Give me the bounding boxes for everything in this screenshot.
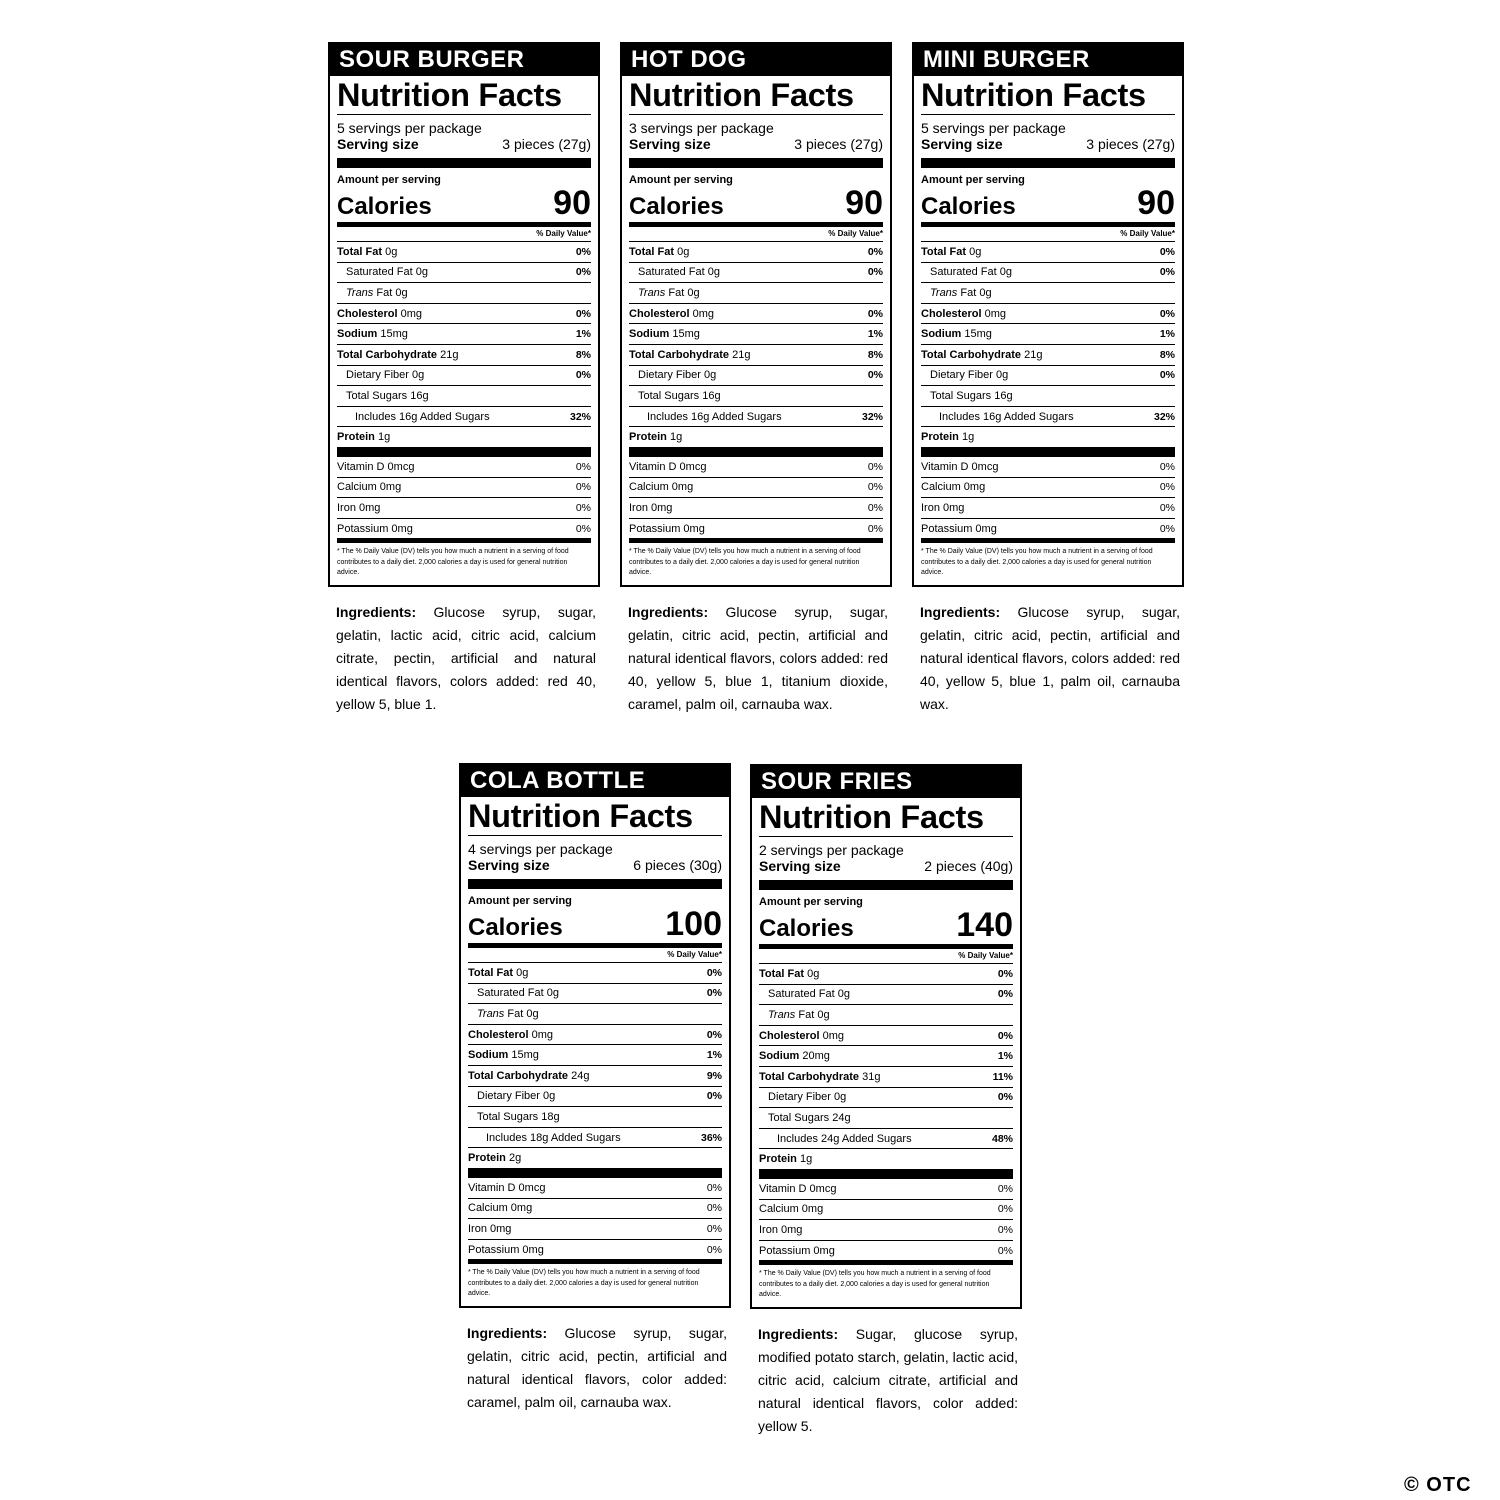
- nutrient-row: Protein 1g: [629, 431, 683, 444]
- calories-row: [629, 186, 883, 227]
- calories-row: [468, 907, 722, 948]
- nutrition-facts-title: Nutrition Facts: [921, 78, 1175, 115]
- product-name: SOUR FRIES: [752, 766, 1020, 798]
- serving-size-value: 3 pieces (27g): [502, 136, 591, 152]
- daily-value-header: % Daily Value*: [468, 948, 722, 963]
- nutrient-row: Total Carbohydrate 21g 8%: [921, 345, 1175, 366]
- thick-divider: [337, 158, 591, 168]
- thick-divider: [921, 158, 1175, 168]
- vitamin-row: Iron 0mg 0%: [921, 498, 1175, 519]
- nutrient-row: Sodium 15mg 1%: [921, 324, 1175, 345]
- nutrient-row: Dietary Fiber 0g 0%: [468, 1087, 722, 1108]
- nutrient-row: Cholesterol 0mg 0%: [337, 304, 591, 325]
- vitamin-row: Vitamin D 0mcg 0%: [921, 457, 1175, 478]
- amount-per-serving: Amount per serving: [337, 174, 441, 186]
- nutrient-row: Total Fat 0g 0%: [337, 242, 591, 263]
- vitamin-row: Calcium 0mg 0%: [759, 1200, 1013, 1221]
- nutrition-panel-sour-fries: [750, 764, 1022, 1438]
- vitamin-row: Calcium 0mg 0%: [921, 478, 1175, 499]
- nutrient-row: Protein 2g: [468, 1152, 522, 1165]
- vitamin-row: Vitamin D 0mcg 0%: [468, 1178, 722, 1199]
- nutrient-row: Sodium 20mg 1%: [759, 1046, 1013, 1067]
- serving-size-row: [468, 857, 722, 874]
- serving-size-value: 6 pieces (30g): [633, 857, 722, 873]
- ingredients-heading: Ingredients:: [628, 603, 709, 620]
- nutrition-label: [328, 42, 600, 587]
- vitamin-row: Iron 0mg 0%: [759, 1220, 1013, 1241]
- nutrient-row: Cholesterol 0mg 0%: [759, 1026, 1013, 1047]
- nutrient-row: Trans Fat 0g: [337, 283, 591, 304]
- daily-value-footnote: * The % Daily Value (DV) tells you how much a nutrient in a serving of food contributes to a daily diet. 2,000 calories a day is used for general nutrition advice.: [921, 548, 1153, 577]
- nutrient-row: Total Fat 0g 0%: [759, 964, 1013, 985]
- nutrient-row: Total Sugars 24g: [759, 1108, 1013, 1129]
- nutrient-row: Trans Fat 0g: [759, 1005, 1013, 1026]
- calories-label: Calories: [468, 914, 563, 941]
- nutrition-label: [750, 764, 1022, 1309]
- nutrient-row: Total Carbohydrate 31g 11%: [759, 1067, 1013, 1088]
- serving-size-label: Serving size: [468, 857, 550, 873]
- serving-size-value: 2 pieces (40g): [924, 858, 1013, 874]
- nutrient-row: Dietary Fiber 0g 0%: [759, 1088, 1013, 1109]
- thick-divider: [629, 158, 883, 168]
- nutrient-row: Cholesterol 0mg 0%: [629, 304, 883, 325]
- nutrient-row: Protein 1g: [337, 431, 391, 444]
- nutrient-row: Total Carbohydrate 21g 8%: [337, 345, 591, 366]
- nutrient-row: Protein 1g: [921, 431, 975, 444]
- serving-size-label: Serving size: [759, 858, 841, 874]
- vitamin-row: Iron 0mg 0%: [337, 498, 591, 519]
- amount-per-serving: Amount per serving: [629, 174, 733, 186]
- nutrient-row: Total Sugars 16g: [629, 386, 883, 407]
- calories-row: [337, 186, 591, 227]
- nutrient-row: Sodium 15mg 1%: [468, 1045, 722, 1066]
- calories-row: [921, 186, 1175, 227]
- servings-per-package: 5 servings per package: [337, 120, 482, 136]
- daily-value-footnote: * The % Daily Value (DV) tells you how much a nutrient in a serving of food contributes to a daily diet. 2,000 calories a day is used for general nutrition advice.: [759, 1270, 991, 1299]
- otc-logo: © OTC: [1404, 1474, 1472, 1496]
- nutrition-panel-mini-burger: [912, 42, 1184, 716]
- nutrient-row: Total Sugars 16g: [337, 386, 591, 407]
- nutrient-row: Total Fat 0g 0%: [921, 242, 1175, 263]
- daily-value-header: % Daily Value*: [337, 227, 591, 242]
- nutrient-row: Saturated Fat 0g 0%: [629, 263, 883, 284]
- ingredients: [620, 601, 892, 716]
- nutrient-row: Includes 16g Added Sugars 32%: [337, 407, 591, 428]
- servings-per-package: 3 servings per package: [629, 120, 774, 136]
- calories-row: [759, 908, 1013, 949]
- nutrition-panel-hot-dog: [620, 42, 892, 716]
- calories-value: 140: [956, 906, 1013, 944]
- daily-value-footnote: * The % Daily Value (DV) tells you how much a nutrient in a serving of food contributes to a daily diet. 2,000 calories a day is used for general nutrition advice.: [629, 548, 861, 577]
- daily-value-header: % Daily Value*: [921, 227, 1175, 242]
- ingredients: [328, 601, 600, 716]
- ingredients-heading: Ingredients:: [758, 1325, 839, 1342]
- calories-label: Calories: [921, 193, 1016, 220]
- calories-value: 90: [1137, 184, 1175, 222]
- thick-divider: [468, 1168, 722, 1178]
- vitamin-row: Iron 0mg 0%: [468, 1219, 722, 1240]
- nutrient-row: Includes 16g Added Sugars 32%: [921, 407, 1175, 428]
- thick-divider: [921, 447, 1175, 457]
- nutrition-label: [912, 42, 1184, 587]
- ingredients-heading: Ingredients:: [336, 603, 417, 620]
- nutrient-row: Includes 24g Added Sugars 48%: [759, 1129, 1013, 1150]
- serving-size-row: [759, 858, 1013, 875]
- nutrition-panel-sour-burger: [328, 42, 600, 716]
- amount-per-serving: Amount per serving: [921, 174, 1025, 186]
- ingredients: [459, 1322, 731, 1414]
- serving-size-label: Serving size: [629, 136, 711, 152]
- vitamin-row: Calcium 0mg 0%: [629, 478, 883, 499]
- servings-per-package: 4 servings per package: [468, 841, 613, 857]
- ingredients-text: Glucose syrup, sugar, gelatin, citric acid, pectin, artificial and natural identical flavors, colors added: red 40, yellow 5, blue 1, titanium dioxide, caramel, palm oil, carnauba wax.: [628, 603, 888, 712]
- vitamin-row: Potassium 0mg 0%: [759, 1241, 1013, 1266]
- nutrient-row: Total Fat 0g 0%: [468, 963, 722, 984]
- nutrient-row: Cholesterol 0mg 0%: [468, 1025, 722, 1046]
- nutrition-facts-title: Nutrition Facts: [468, 799, 722, 836]
- serving-size-row: [629, 136, 883, 153]
- nutrient-row: Total Carbohydrate 21g 8%: [629, 345, 883, 366]
- nutrient-row: Total Sugars 18g: [468, 1107, 722, 1128]
- nutrition-label: [459, 763, 731, 1308]
- servings-per-package: 2 servings per package: [759, 842, 904, 858]
- calories-value: 90: [845, 184, 883, 222]
- nutrient-row: Cholesterol 0mg 0%: [921, 304, 1175, 325]
- serving-size-label: Serving size: [921, 136, 1003, 152]
- vitamin-row: Potassium 0mg 0%: [468, 1240, 722, 1265]
- thick-divider: [759, 880, 1013, 890]
- thick-divider: [337, 447, 591, 457]
- nutrient-row: Total Sugars 16g: [921, 386, 1175, 407]
- calories-value: 90: [553, 184, 591, 222]
- calories-label: Calories: [759, 915, 854, 942]
- vitamin-row: Vitamin D 0mcg 0%: [759, 1179, 1013, 1200]
- nutrient-row: Includes 18g Added Sugars 36%: [468, 1128, 722, 1149]
- vitamin-row: Potassium 0mg 0%: [337, 519, 591, 544]
- vitamin-row: Iron 0mg 0%: [629, 498, 883, 519]
- calories-label: Calories: [337, 193, 432, 220]
- nutrition-label: [620, 42, 892, 587]
- vitamin-row: Calcium 0mg 0%: [468, 1199, 722, 1220]
- calories-label: Calories: [629, 193, 724, 220]
- ingredients-text: Glucose syrup, sugar, gelatin, citric acid, pectin, artificial and natural identical flavors, colors added: red 40, yellow 5, blue 1, palm oil, carnauba wax.: [920, 603, 1180, 712]
- vitamin-row: Vitamin D 0mcg 0%: [337, 457, 591, 478]
- nutrient-row: Sodium 15mg 1%: [337, 324, 591, 345]
- servings-per-package: 5 servings per package: [921, 120, 1066, 136]
- nutrition-facts-title: Nutrition Facts: [759, 800, 1013, 837]
- nutrient-row: Trans Fat 0g: [921, 283, 1175, 304]
- nutrition-panel-cola-bottle: [459, 763, 731, 1414]
- daily-value-header: % Daily Value*: [629, 227, 883, 242]
- product-name: HOT DOG: [622, 44, 890, 76]
- nutrient-row: Total Fat 0g 0%: [629, 242, 883, 263]
- nutrient-row: Dietary Fiber 0g 0%: [337, 366, 591, 387]
- ingredients-heading: Ingredients:: [467, 1324, 548, 1341]
- ingredients: [912, 601, 1184, 716]
- thick-divider: [468, 879, 722, 889]
- product-name: COLA BOTTLE: [461, 765, 729, 797]
- serving-size-label: Serving size: [337, 136, 419, 152]
- serving-size-row: [921, 136, 1175, 153]
- ingredients-text: Sugar, glucose syrup, modified potato starch, gelatin, lactic acid, citric acid, calcium citrate, artificial and natural identical flavors, color added: yellow 5.: [758, 1325, 1018, 1434]
- nutrition-facts-title: Nutrition Facts: [337, 78, 591, 115]
- nutrient-row: Dietary Fiber 0g 0%: [921, 366, 1175, 387]
- nutrient-row: Protein 1g: [759, 1153, 813, 1166]
- daily-value-footnote: * The % Daily Value (DV) tells you how much a nutrient in a serving of food contributes to a daily diet. 2,000 calories a day is used for general nutrition advice.: [337, 548, 569, 577]
- nutrient-row: Includes 16g Added Sugars 32%: [629, 407, 883, 428]
- nutrient-row: Trans Fat 0g: [629, 283, 883, 304]
- nutrition-facts-title: Nutrition Facts: [629, 78, 883, 115]
- serving-size-row: [337, 136, 591, 153]
- nutrient-row: Saturated Fat 0g 0%: [468, 984, 722, 1005]
- nutrient-row: Sodium 15mg 1%: [629, 324, 883, 345]
- thick-divider: [759, 1169, 1013, 1179]
- nutrient-row: Saturated Fat 0g 0%: [921, 263, 1175, 284]
- amount-per-serving: Amount per serving: [468, 895, 572, 907]
- vitamin-row: Vitamin D 0mcg 0%: [629, 457, 883, 478]
- nutrient-row: Dietary Fiber 0g 0%: [629, 366, 883, 387]
- ingredients: [750, 1323, 1022, 1438]
- vitamin-row: Calcium 0mg 0%: [337, 478, 591, 499]
- ingredients-text: Glucose syrup, sugar, gelatin, lactic acid, citric acid, calcium citrate, pectin, artificial and natural identical flavors, colors added: red 40, yellow 5, blue 1.: [336, 603, 596, 712]
- vitamin-row: Potassium 0mg 0%: [921, 519, 1175, 544]
- product-name: SOUR BURGER: [330, 44, 598, 76]
- nutrient-row: Total Carbohydrate 24g 9%: [468, 1066, 722, 1087]
- nutrient-row: Saturated Fat 0g 0%: [337, 263, 591, 284]
- vitamin-row: Potassium 0mg 0%: [629, 519, 883, 544]
- serving-size-value: 3 pieces (27g): [1086, 136, 1175, 152]
- nutrient-row: Trans Fat 0g: [468, 1004, 722, 1025]
- product-name: MINI BURGER: [914, 44, 1182, 76]
- daily-value-header: % Daily Value*: [759, 949, 1013, 964]
- serving-size-value: 3 pieces (27g): [794, 136, 883, 152]
- thick-divider: [629, 447, 883, 457]
- ingredients-heading: Ingredients:: [920, 603, 1001, 620]
- daily-value-footnote: * The % Daily Value (DV) tells you how much a nutrient in a serving of food contributes to a daily diet. 2,000 calories a day is used for general nutrition advice.: [468, 1269, 700, 1298]
- calories-value: 100: [665, 905, 722, 943]
- ingredients-text: Glucose syrup, sugar, gelatin, citric acid, pectin, artificial and natural identical flavors, color added: caramel, palm oil, carnauba wax.: [467, 1324, 727, 1410]
- amount-per-serving: Amount per serving: [759, 896, 863, 908]
- nutrient-row: Saturated Fat 0g 0%: [759, 985, 1013, 1006]
